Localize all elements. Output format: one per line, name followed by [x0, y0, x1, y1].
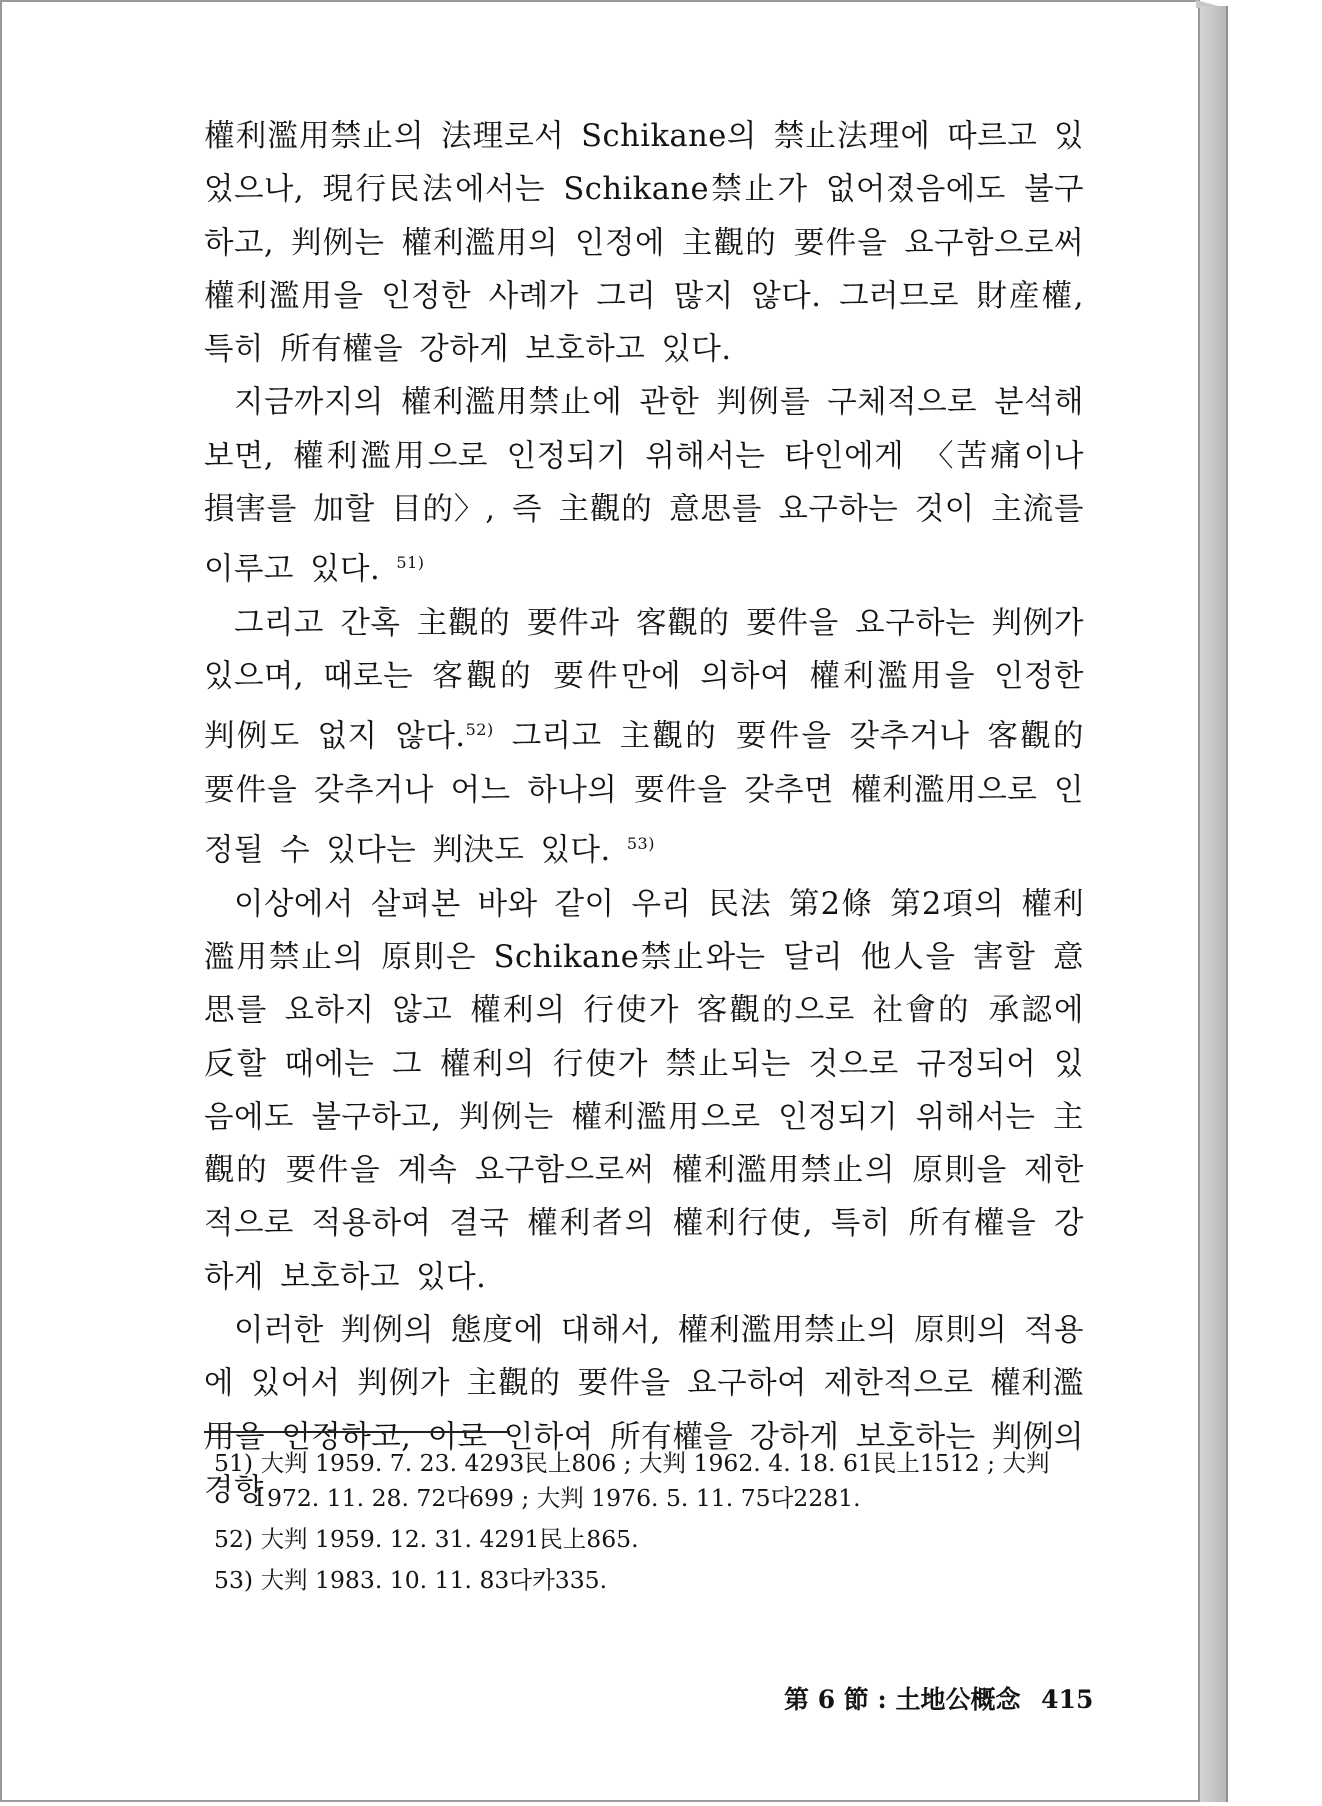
paragraph: 이상에서 살펴본 바와 같이 우리 民法 第2條 第2項의 權利濫用禁止의 原則은 Schikane禁止와는 달리 他人을 害할 意思를 요하지 않고 權利의 行使가 客觀的으로 社會的 承認에 反할 때에는 그 權利의 行使가 禁止되는 것으로 규정되어 있음에도 불구하고, 判例는 權利濫用으로 인정되기 위해서는 主觀的 要件을 계속 요구함으로써 權利濫用禁止의 原則을 제한적으로 적용하여 결국 權利者의 權利行使, 특히 所有權을 강하게 보호하고 있다.: [204, 886, 1084, 1295]
body-text: [204, 110, 1084, 1517]
paragraph-text: 지금까지의 權利濫用禁止에 관한 判例를 구체적으로 분석해보면, 權利濫用으로 인정되기 위해서는 타인에게 〈苦痛이나 損害를 加할 目的〉, 즉 主觀的 意思를 요구하는 것이 主流를 이루고 있다.: [204, 385, 1084, 588]
paragraph-text: 그리고 主觀的 要件을 갖추거나 客觀的 要件을 갖추거나 어느 하나의 要件을 갖추면 權利濫用으로 인정될 수 있다는 判決도 있다.: [204, 719, 1084, 869]
paragraph: [204, 597, 1084, 878]
paragraph: [204, 376, 1084, 596]
page-edge-shadow: [1200, 6, 1228, 1802]
footnote-text: 大判 1983. 10. 11. 83다카335.: [260, 1566, 608, 1594]
footnote-text-continuation: 1972. 11. 28. 72다699 ; 大判 1976. 5. 11. 75다2281.: [252, 1484, 861, 1512]
footnote-ref[interactable]: 51): [396, 553, 425, 573]
footnote-ref[interactable]: 52): [465, 720, 494, 740]
paragraph-text: 그리고 간혹 主觀的 要件과 客觀的 要件을 요구하는 判例가 있으며, 때로는 客觀的 要件만에 의하여 權利濫用을 인정한 判例도 없지 않다.: [204, 605, 1084, 755]
footnote-52: [214, 1522, 1094, 1557]
paragraph: 이러한 判例의 態度에 대해서, 權利濫用禁止의 原則의 적용에 있어서 判例가 主觀的 要件을 요구하여 제한적으로 權利濫用을 인정하고, 이로 인하여 所有權을 강하게 보호하는 判例의 경향: [204, 1313, 1084, 1508]
paragraph: 權利濫用禁止의 法理로서 Schikane의 禁止法理에 따르고 있었으나, 現行民法에서는 Schikane禁止가 없어졌음에도 불구하고, 判例는 權利濫用의 인정에 主觀的 要件을 요구함으로써 權利濫用을 인정한 사례가 그리 많지 않다. 그러므로 財産權, 특히 所有權을 강하게 보호하고 있다.: [204, 119, 1084, 368]
footnote-label: 52): [214, 1525, 254, 1553]
footnote-51: [214, 1446, 1094, 1516]
footnote-divider: [204, 1431, 510, 1433]
footnote-text: 大判 1959. 7. 23. 4293民上806 ; 大判 1962. 4. 18. 61民上1512 ; 大判: [260, 1449, 1050, 1477]
running-section-title: 第 6 節 : 土地公概念: [784, 1685, 1021, 1714]
page-footer: [784, 1680, 1094, 1716]
footnotes: [214, 1446, 1094, 1604]
page-number: 415: [1041, 1685, 1094, 1714]
footnote-ref[interactable]: 53): [626, 834, 655, 854]
footnote-label: 53): [214, 1566, 254, 1594]
footnote-53: [214, 1563, 1094, 1598]
footnote-text: 大判 1959. 12. 31. 4291民上865.: [260, 1525, 639, 1553]
footnote-label: 51): [214, 1449, 254, 1477]
